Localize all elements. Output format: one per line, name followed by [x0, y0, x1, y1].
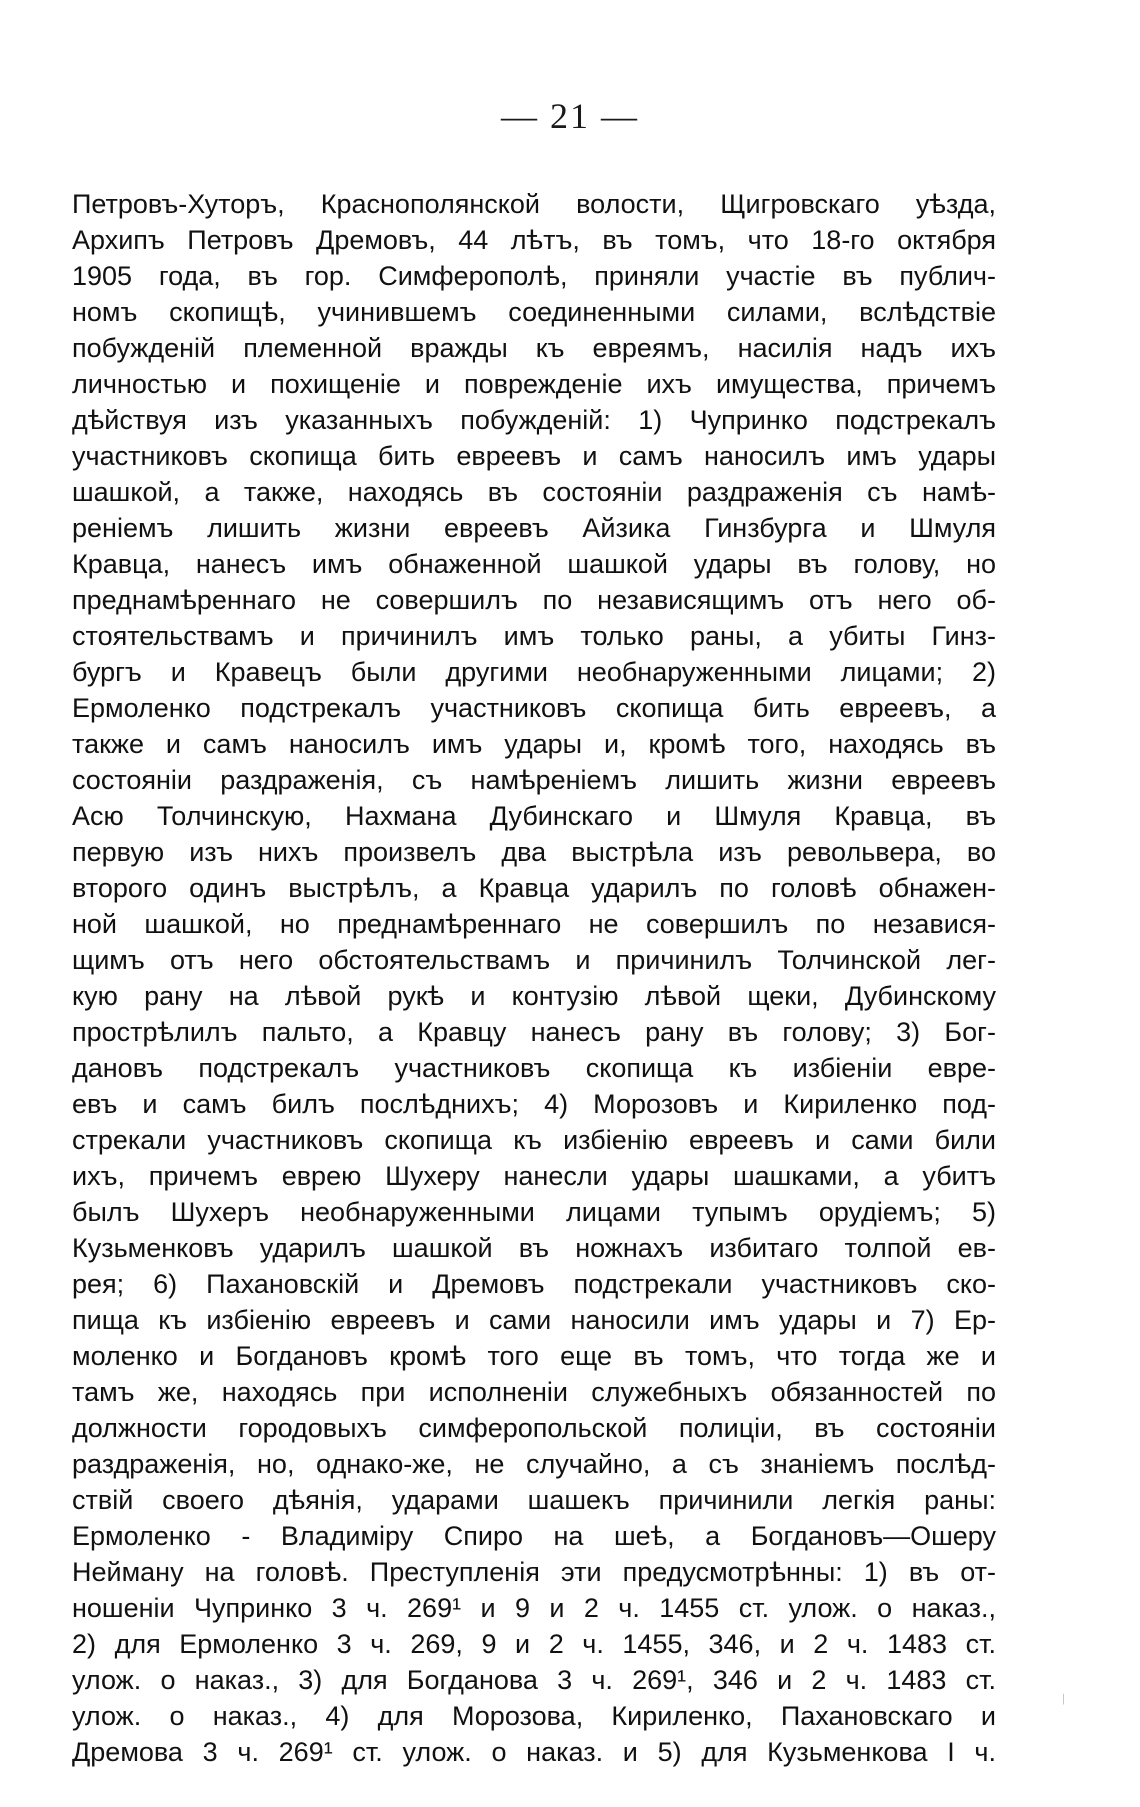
text-line: реніемъ лишить жизни евреевъ Айзика Гинзбурга и Шмуля: [72, 513, 996, 543]
text-line: Кузьменковъ ударилъ шашкой въ ножнахъ избитаго толпой ев-: [72, 1233, 996, 1263]
text-line: побужденій племенной вражды къ евреямъ, насилія надъ ихъ: [72, 333, 996, 363]
text-line: второго одинъ выстрѣлъ, а Кравца ударилъ по головѣ обнажен-: [72, 873, 996, 903]
text-line: Ермоленко - Владиміру Спиро на шеѣ, а Богдановъ—Ошеру: [72, 1521, 996, 1551]
page-number: — 21 —: [501, 96, 639, 136]
text-line: состояніи раздраженія, съ намѣреніемъ лишить жизни евреевъ: [72, 765, 996, 795]
text-line: шашкой, а также, находясь въ состояніи раздраженія съ намѣ-: [72, 477, 996, 507]
text-line: первую изъ нихъ произвелъ два выстрѣла изъ револьвера, во: [72, 837, 996, 867]
text-line: бургъ и Кравецъ были другими необнаруженными лицами; 2): [72, 657, 996, 687]
text-line: Архипъ Петровъ Дремовъ, 44 лѣтъ, въ томъ, что 18-го октября: [72, 225, 996, 255]
text-line: стоятельствамъ и причинилъ имъ только раны, а убиты Гинз-: [72, 621, 996, 651]
text-line: 2) для Ермоленко 3 ч. 269, 9 и 2 ч. 1455, 346, и 2 ч. 1483 ст.: [72, 1629, 996, 1659]
text-line: тамъ же, находясь при исполненіи служебныхъ обязанностей по: [72, 1377, 996, 1407]
text-line: моленко и Богдановъ кромѣ того еще въ томъ, что тогда же и: [72, 1341, 996, 1371]
text-line: преднамѣреннаго не совершилъ по независящимъ отъ него об-: [72, 585, 996, 615]
text-line: Кравца, нанесъ имъ обнаженной шашкой удары въ голову, но: [72, 549, 996, 579]
text-line: былъ Шухеръ необнаруженными лицами тупымъ орудіемъ; 5): [72, 1197, 996, 1227]
text-line: дановъ подстрекалъ участниковъ скопища къ избіеніи евре-: [72, 1053, 996, 1083]
body-text: [72, 186, 996, 1770]
text-line: щимъ отъ него обстоятельствамъ и причинилъ Толчинской лег-: [72, 945, 996, 975]
text-line: должности городовыхъ симферопольской полиціи, въ состояніи: [72, 1413, 996, 1443]
text-line: кую рану на лѣвой рукѣ и контузію лѣвой щеки, Дубинскому: [72, 981, 996, 1011]
text-line: стрекали участниковъ скопища къ избіенію евреевъ и сами били: [72, 1125, 996, 1155]
text-line: ношеніи Чупринко 3 ч. 269¹ и 9 и 2 ч. 1455 ст. улож. о наказ.,: [72, 1593, 996, 1623]
text-line: личностью и похищеніе и поврежденіе ихъ имущества, причемъ: [72, 369, 996, 399]
text-line: евъ и самъ билъ послѣднихъ; 4) Морозовъ и Кириленко под-: [72, 1089, 996, 1119]
text-line: также и самъ наносилъ имъ удары и, кромѣ того, находясь въ: [72, 729, 996, 759]
text-line: ной шашкой, но преднамѣреннаго не совершилъ по независя-: [72, 909, 996, 939]
text-line: номъ скопищѣ, учинившемъ соединенными силами, вслѣдствіе: [72, 297, 996, 327]
text-line: Ермоленко подстрекалъ участниковъ скопища бить евреевъ, а: [72, 693, 996, 723]
text-line: улож. о наказ., 4) для Морозова, Кириленко, Пахановскаго и: [72, 1701, 996, 1731]
text-line: прострѣлилъ пальто, а Кравцу нанесъ рану въ голову; 3) Бог-: [72, 1017, 996, 1047]
text-line: Нейману на головѣ. Преступленія эти предусмотрѣнны: 1) въ от-: [72, 1557, 996, 1587]
scan-speck-mark: ⁄: [1059, 1692, 1069, 1707]
text-line: Дремова 3 ч. 269¹ ст. улож. о наказ. и 5) для Кузьменкова I ч.: [72, 1737, 996, 1767]
text-line: ствій своего дѣянія, ударами шашекъ причинили легкія раны:: [72, 1485, 996, 1515]
text-line: 1905 года, въ гор. Симферополѣ, приняли участіе въ публич-: [72, 261, 996, 291]
text-line: ихъ, причемъ еврею Шухеру нанесли удары шашками, а убитъ: [72, 1161, 996, 1191]
text-line: дѣйствуя изъ указанныхъ побужденій: 1) Чупринко подстрекалъ: [72, 405, 996, 435]
text-line: участниковъ скопища бить евреевъ и самъ наносилъ имъ удары: [72, 441, 996, 471]
text-line: рея; 6) Пахановскій и Дремовъ подстрекали участниковъ ско-: [72, 1269, 996, 1299]
text-line: Петровъ-Хуторъ, Краснополянской волости, Щигровскаго уѣзда,: [72, 189, 996, 219]
text-line: улож. о наказ., 3) для Богданова 3 ч. 269¹, 346 и 2 ч. 1483 ст.: [72, 1665, 996, 1695]
text-line: Асю Толчинскую, Нахмана Дубинскаго и Шмуля Кравца, въ: [72, 801, 996, 831]
text-line: пища къ избіенію евреевъ и сами наносили имъ удары и 7) Ер-: [72, 1305, 996, 1335]
text-line: раздраженія, но, однако-же, не случайно, а съ знаніемъ послѣд-: [72, 1449, 996, 1479]
